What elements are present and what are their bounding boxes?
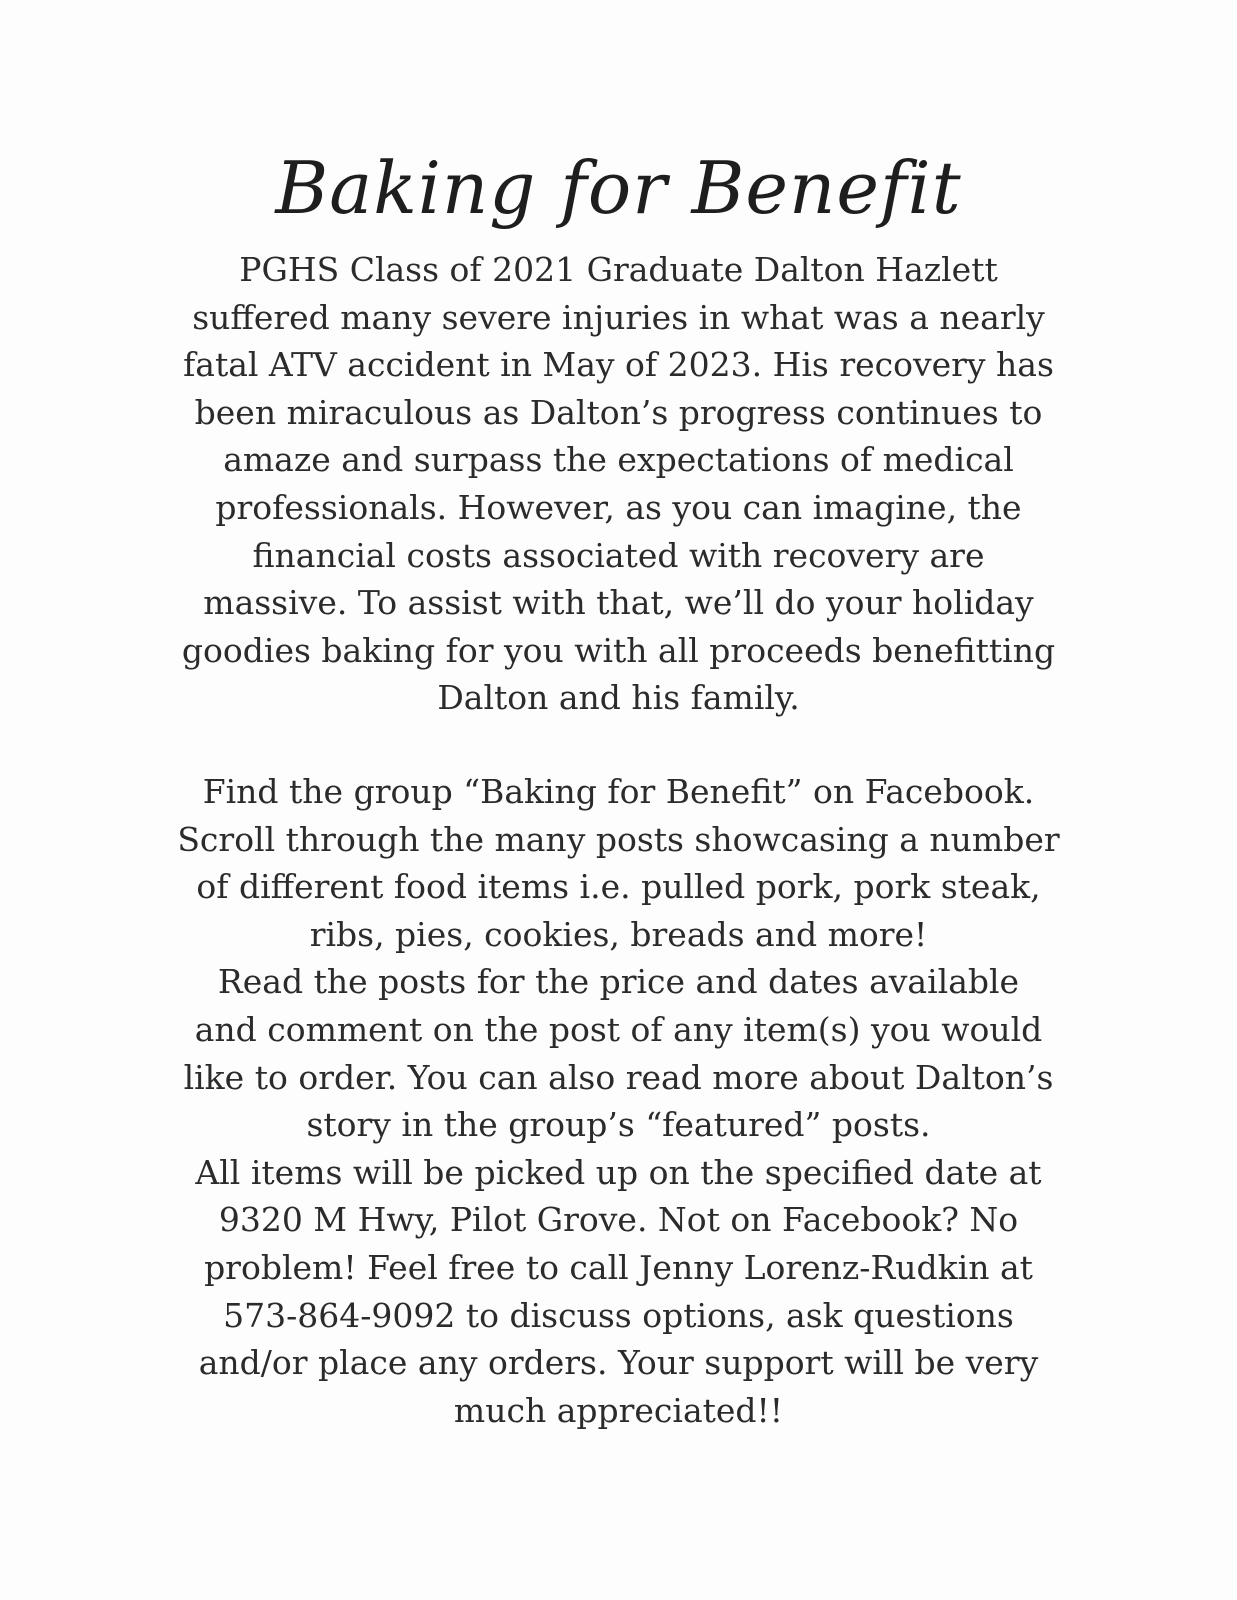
flyer-title: Baking for Benefit: [275, 146, 962, 230]
instructions-line: ribs, pies, cookies, breads and more!: [309, 914, 928, 954]
story-line: massive. To assist with that, we’ll do your holiday: [203, 583, 1034, 623]
instructions-line: Read the posts for the price and dates available: [217, 962, 1020, 1002]
instructions-line: 573-864-9092 to discuss options, ask questions: [223, 1295, 1014, 1335]
story-line: financial costs associated with recovery are: [252, 535, 985, 575]
instructions-line: Find the group “Baking for Benefit” on Facebook.: [202, 772, 1035, 811]
paragraph-instructions: [110, 768, 1127, 1434]
story-line: amaze and surpass the expectations of medical: [223, 440, 1014, 480]
instructions-line: All items will be picked up on the specified date at: [195, 1152, 1042, 1192]
instructions-line: Scroll through the many posts showcasing a number: [177, 819, 1060, 859]
instructions-line: 9320 M Hwy, Pilot Grove. Not on Facebook? No: [218, 1200, 1019, 1240]
story-line: professionals. However, as you can imagine, the: [215, 487, 1022, 527]
instructions-line: story in the group’s “featured” posts.: [306, 1105, 931, 1145]
story-line: goodies baking for you with all proceeds benefitting: [181, 630, 1056, 670]
instructions-line: of different food items i.e. pulled pork, pork steak,: [196, 867, 1041, 907]
instructions-line: and/or place any orders. Your support will be very: [198, 1343, 1039, 1383]
story-line: suffered many severe injuries in what was a nearly: [192, 297, 1045, 337]
story-line: fatal ATV accident in May of 2023. His recovery has: [183, 345, 1054, 385]
instructions-line: and comment on the post of any item(s) you would: [194, 1009, 1043, 1049]
story-line: been miraculous as Dalton’s progress continues to: [194, 392, 1043, 432]
story-line: PGHS Class of 2021 Graduate Dalton Hazlett: [239, 250, 998, 289]
paragraph-story: [110, 246, 1127, 722]
instructions-line: much appreciated!!: [453, 1390, 784, 1430]
story-line: Dalton and his family.: [437, 678, 800, 718]
instructions-line: like to order. You can also read more about Dalton’s: [183, 1057, 1054, 1097]
instructions-line: problem! Feel free to call Jenny Lorenz-Rudkin at: [204, 1247, 1033, 1287]
